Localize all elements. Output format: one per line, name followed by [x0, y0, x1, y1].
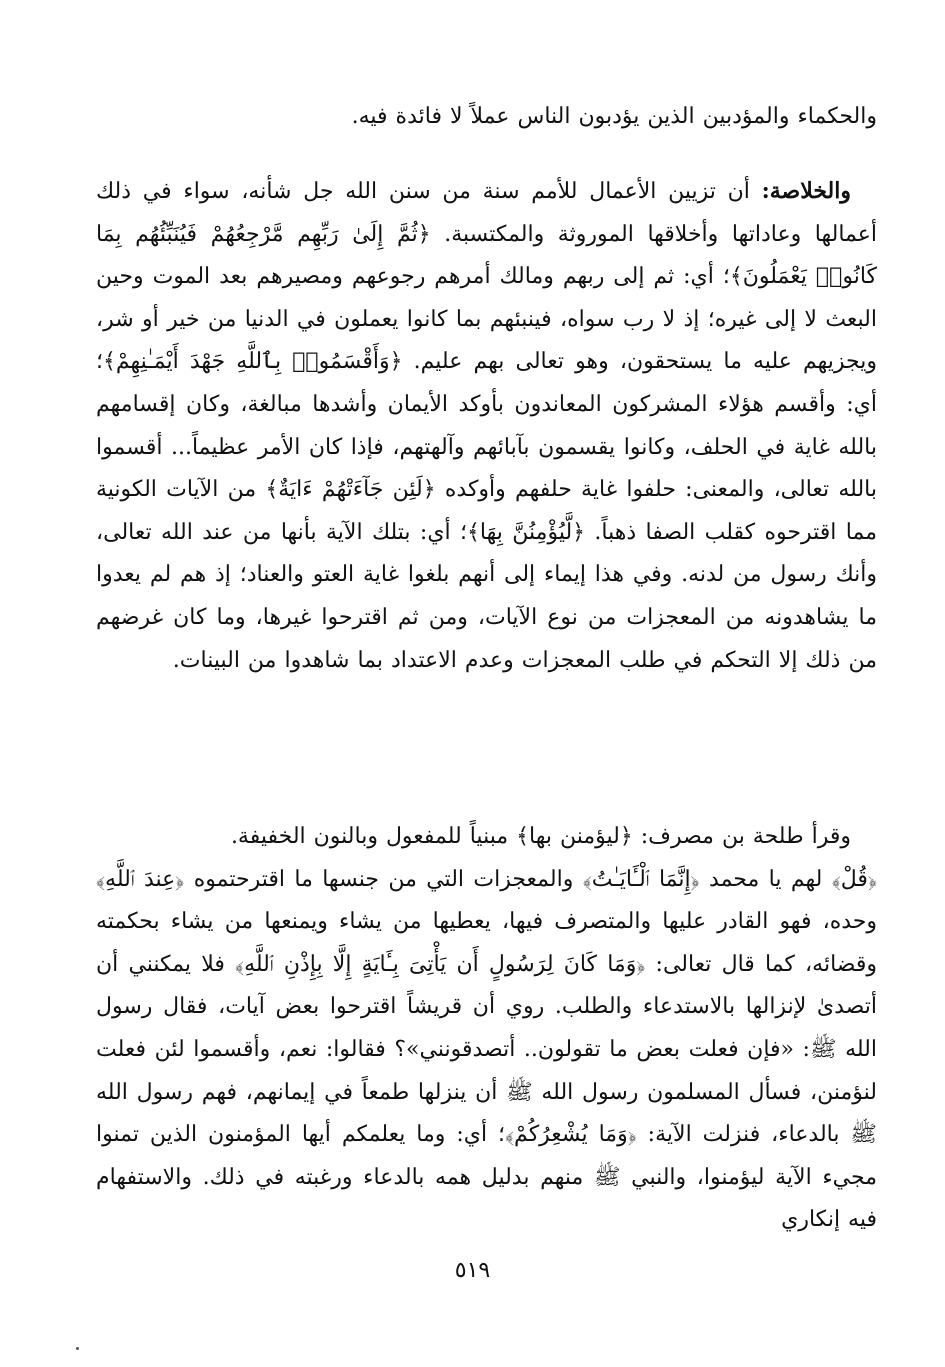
reading-section	[96, 816, 877, 1242]
summary-body	[96, 170, 877, 682]
reading-variant-line: وقرأ طلحة بن مصرف: ﴿ليؤمنن بها﴾ مبنياً للمفعول وبالنون الخفيفة.	[230, 824, 851, 849]
page-number: ٥١٩	[454, 1258, 491, 1283]
summary-heading: والخلاصة:	[761, 178, 851, 204]
intro-paragraph	[96, 96, 877, 139]
summary-paragraph	[96, 170, 877, 682]
commentary-paragraph: ﴿قُلْ﴾ لهم يا محمد ﴿إِنَّمَا ٱلْـَٔايَـٰتُ﴾ والمعجزات التي من جنسها ما اقترحتموه ﴿عِندَ ٱللَّهِ﴾ وحده، فهو القادر عليها والمتصرف فيها، يعطيها من يشاء ويمنعها من يشاء بحكمته وقضائه، كما قال تعالى: ﴿وَمَا كَانَ لِرَسُولٍ أَن يَأْتِىَ بِـَٔايَةٍ إِلَّا بِإِذْنِ ٱللَّهِ﴾ فلا يمكنني أن أتصدىٰ لإنزالها بالاستدعاء والطلب. روي أن قريشاً اقترحوا بعض آيات، فقال رسول الله ﷺ: «فإن فعلت بعض ما تقولون.. أتصدقونني»؟ فقالوا: نعم، وأقسموا لئن فعلت لنؤمنن، فسأل المسلمون رسول الله ﷺ أن ينزلها طمعاً في إيمانهم، فهم رسول الله ﷺ بالدعاء، فنزلت الآية: ﴿وَمَا يُشْعِرُكُمْ﴾؛ أي: وما يعلمكم أيها المؤمنون الذين تمنوا مجيء الآية ليؤمنوا، والنبي ﷺ منهم بدليل همه بالدعاء ورغبته في ذلك. والاستفهام فيه إنكاري	[96, 866, 877, 1233]
intro-text: والحكماء والمؤدبين الذين يؤدبون الناس عملاً لا فائدة فيه.	[351, 104, 877, 129]
summary-text: أن تزيين الأعمال للأمم سنة من سنن الله جل شأنه، سواء في ذلك أعمالها وعاداتها وأخلاقها الموروثة والمكتسبة. ﴿ثُمَّ إِلَىٰ رَبِّهِم مَّرْجِعُهُمْ فَيُنَبِّئُهُم بِمَا كَانُوا۟ يَعْمَلُونَ﴾؛ أي: ثم إلى ربهم ومالك أمرهم رجوعهم ومصيرهم بعد الموت وحين البعث لا إلى غيره؛ إذ لا رب سواه، فينبئهم بما كانوا يعملون في الدنيا من خير أو شر، ويجزيهم عليه ما يستحقون، وهو تعالى بهم عليم. ﴿وَأَقْسَمُوا۟ بِٱللَّهِ جَهْدَ أَيْمَـٰنِهِمْ﴾؛ أي: وأقسم هؤلاء المشركون المعاندون بأوكد الأيمان وأشدها مبالغة، وكان إقسامهم بالله غاية في الحلف، وكانوا يقسمون بآبائهم وآلهتهم، فإذا كان الأمر عظيماً... أقسموا بالله تعالى، والمعنى: حلفوا غاية حلفهم وأوكده ﴿لَئِن جَآءَتْهُمْ ءَايَةٌ﴾ من الآيات الكونية مما اقترحوه كقلب الصفا ذهباً. ﴿لَّيُؤْمِنُنَّ بِهَا﴾؛ أي: بتلك الآية بأنها من عند الله تعالى، وأنك رسول من لدنه. وفي هذا إيماء إلى أنهم بلغوا غاية العتو والعناد؛ إذ هم لم يعدوا ما يشاهدونه من المعجزات من نوع الآيات، ومن ثم اقترحوا غيرها، وما كان غرضهم من ذلك إلا التحكم في طلب المعجزات وعدم الاعتداد بما شاهدوا من البينات.	[96, 179, 878, 673]
scan-speck	[76, 1347, 79, 1350]
